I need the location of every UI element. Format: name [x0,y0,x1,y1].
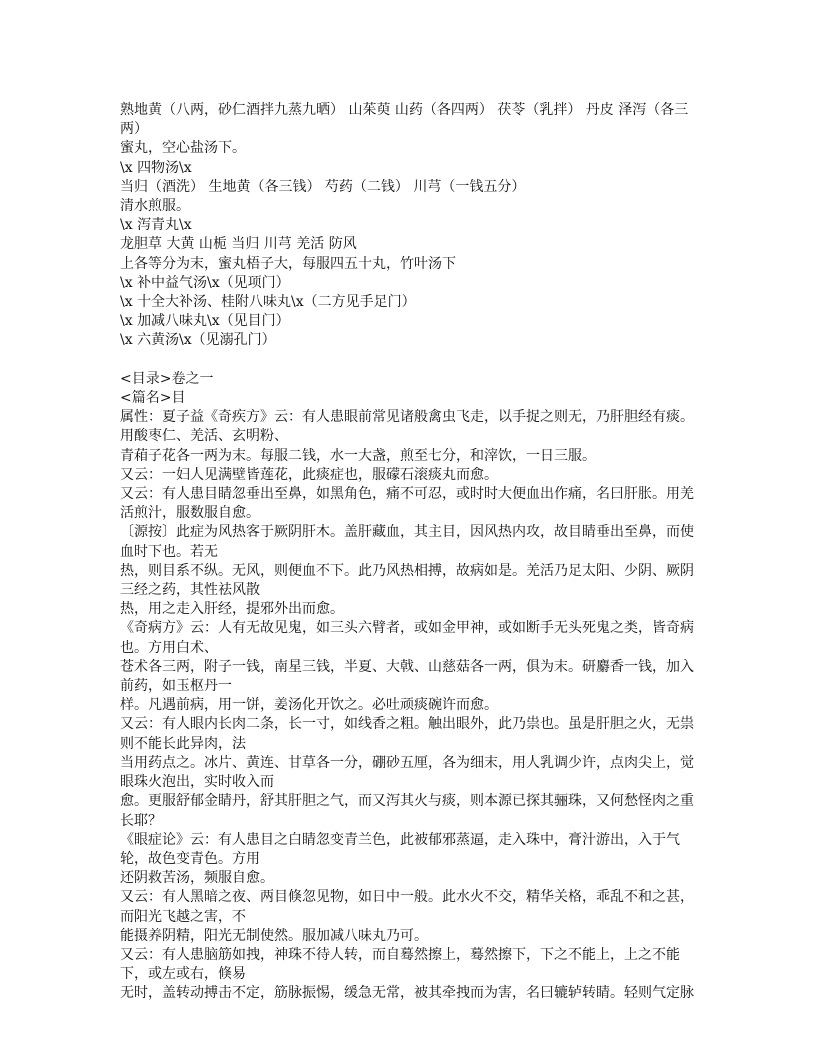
text-line: 《奇病方》云：人有无故见鬼，如三头六臂者，或如金甲神，或如断手无头死鬼之类，皆奇病也。方用白术、 [120,620,694,656]
text-line: 愈。更服舒郁金睛丹，舒其肝胆之气，而又泻其火与痰，则本源已探其骊珠，又何愁怪肉之重长耶？ [120,793,694,829]
text-line: 龙胆草 大黄 山栀 当归 川芎 羌活 防风 [120,236,357,253]
text-line: 样。凡遇前病，用一饼，姜汤化开饮之。必吐顽痰碗许而愈。 [120,697,498,714]
document-page [120,101,702,1004]
text-line: 又云：有人眼内长肉二条，长一寸，如线香之粗。触出眼外，此乃祟也。虽是肝胆之火，无祟则不能长此异肉，法 [120,716,694,752]
text-line: 《眼症论》云：有人患目之白睛忽变青兰色，此被郁邪蒸逼，走入珠中，膏汁游出，入于气轮，故色变青色。方用 [120,831,680,867]
text-line: 热，用之走入肝经，提邪外出而愈。 [120,601,344,618]
text-line: 又云：有人患目睛忽垂出至鼻，如黑角色，痛不可忍，或时时大便血出作痛，名曰肝胀。用羌活煎汁，服数服自愈。 [120,486,694,522]
text-line: 热，则目系不纵。无风，则便血不下。此乃风热相搏，故病如是。羌活乃足太阳、少阴、厥阴三经之药，其性祛风散 [120,562,694,599]
text-line: 当用药点之。冰片、黄连、甘草各一分，硼砂五厘，各为细末，用人乳调少许，点肉尖上，觉眼珠火泡出，实时收入而 [120,754,694,791]
text-line: 上各等分为末，蜜丸梧子大，每服四五十丸，竹叶汤下 [120,255,456,272]
formula-reference: \x 补中益气汤\x（见项门） [120,274,290,291]
formula-heading: \x 泻青丸\x [120,217,192,234]
text-line: 又云：有人黑暗之夜、两目倏忽见物，如日中一般。此水火不交，精华关格，乖乱不和之甚，而阳光飞越之害，不 [120,889,694,925]
text-line: 又云：有人患脑筋如拽，神珠不待人转，而自蓦然擦上，蓦然擦下，下之不能上，上之不能下，或左或右，倏易 [120,946,680,983]
formula-reference: \x 六黄汤\x（见溺孔门） [120,332,276,349]
formula-heading: \x 四物汤\x [120,159,192,176]
text-line: 还阴救苦汤，频服自愈。 [120,870,274,887]
formula-reference: \x 十全大补汤、桂附八味丸\x（二方见手足门） [120,294,416,311]
paragraph-spacer [120,351,702,370]
text-line: 当归（酒洗） 生地黄（各三钱） 芍药（二钱） 川芎（一钱五分） [120,178,526,195]
chapter-title: <篇名>目 [120,390,186,407]
text-line: 青葙子花各一两为末。每服二钱，水一大盏，煎至七分，和滓饮，一日三服。 [120,447,596,464]
text-line: 无时，盖转动搏击不定，筋脉振惕，缓急无常，被其牵拽而为害，名曰辘轳转睛。轻则气定脉 [120,985,694,1002]
text-line: 清水煎服。 [120,198,190,215]
text-line: 蜜丸，空心盐汤下。 [120,140,246,157]
text-line: 能摄养阴精，阳光无制使然。服加减八味丸乃可。 [120,927,428,944]
text-line: 熟地黄（八两，砂仁酒拌九蒸九晒） 山茱萸 山药（各四两） 茯苓（乳拌） 丹皮 泽泻（各三两） [120,102,689,138]
text-line: 属性：夏子益《奇疾方》云：有人患眼前常见诸般禽虫飞走，以手捉之则无，乃肝胆经有痰。用酸枣仁、羌活、玄明粉、 [120,409,694,445]
text-line: 苍术各三两，附子一钱，南星三钱，半夏、大戟、山慈菇各一两，俱为末。研麝香一钱，加入前药，如玉枢丹一 [120,658,694,695]
catalog-heading: <目录>卷之一 [120,370,214,387]
formula-reference: \x 加减八味丸\x（见目门） [120,313,290,330]
text-line: 又云：一妇人见满壁皆莲花，此痰症也，服礞石滚痰丸而愈。 [120,466,498,483]
text-line: 〔源按〕此症为风热客于厥阴肝木。盖肝藏血，其主目，因风热内攻，故目睛垂出至鼻，而使血时下也。若无 [120,524,694,560]
